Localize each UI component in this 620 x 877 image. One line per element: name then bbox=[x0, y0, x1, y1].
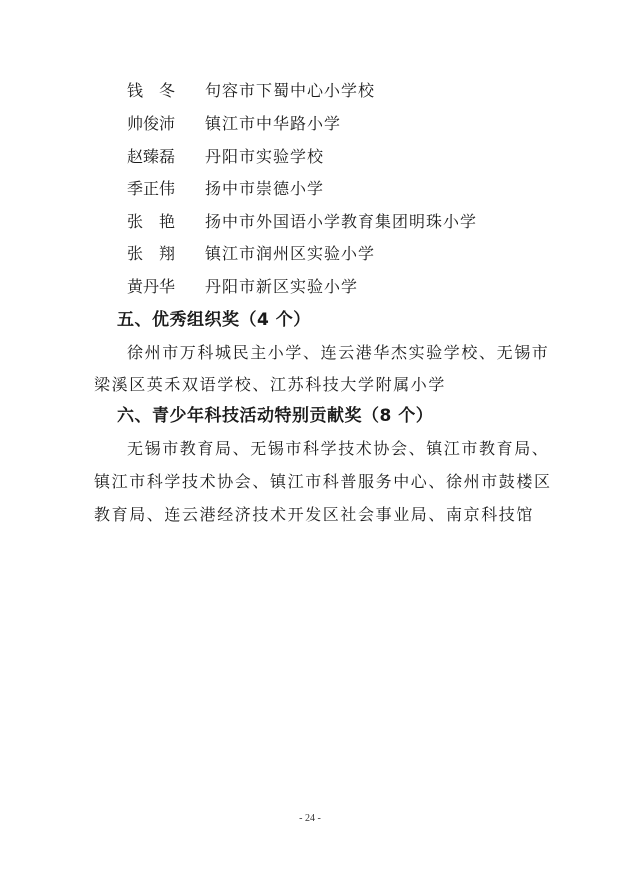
winner-school: 扬中市外国语小学教育集团明珠小学 bbox=[205, 212, 478, 231]
winner-name: 赵臻磊 bbox=[127, 147, 176, 166]
winner-row bbox=[127, 145, 324, 169]
page-number: - 24 - bbox=[299, 813, 321, 824]
winner-row bbox=[127, 275, 358, 299]
winner-name: 季正伟 bbox=[127, 179, 176, 198]
paragraph-line: 镇江市科学技术协会、镇江市科普服务中心、徐州市鼓楼区 bbox=[94, 472, 552, 491]
paragraph-line: 教育局、连云港经济技术开发区社会事业局、南京科技馆 bbox=[94, 505, 535, 524]
winner-name: 张 艳 bbox=[127, 212, 176, 231]
winner-name: 黄丹华 bbox=[127, 277, 176, 296]
winner-school: 扬中市崇德小学 bbox=[205, 179, 325, 198]
winner-school: 丹阳市新区实验小学 bbox=[205, 277, 359, 296]
winner-row bbox=[127, 210, 477, 234]
winner-row bbox=[127, 177, 324, 201]
paragraph-line: 徐州市万科城民主小学、连云港华杰实验学校、无锡市 bbox=[127, 343, 550, 362]
winner-row bbox=[127, 242, 375, 266]
section-heading: 六、青少年科技活动特别贡献奖（8 个） bbox=[117, 406, 434, 426]
winner-row bbox=[127, 79, 375, 103]
paragraph-line: 无锡市教育局、无锡市科学技术协会、镇江市教育局、 bbox=[127, 439, 550, 458]
winner-school: 镇江市润州区实验小学 bbox=[205, 244, 376, 263]
paragraph-line: 梁溪区英禾双语学校、江苏科技大学附属小学 bbox=[94, 375, 447, 394]
winner-name: 帅俊沛 bbox=[127, 114, 176, 133]
winner-name: 张 翔 bbox=[127, 244, 176, 263]
winner-name: 钱 冬 bbox=[127, 81, 176, 100]
winner-row bbox=[127, 112, 341, 136]
winner-school: 镇江市中华路小学 bbox=[205, 114, 342, 133]
section-heading: 五、优秀组织奖（4 个） bbox=[117, 310, 311, 330]
winner-school: 句容市下蜀中心小学校 bbox=[205, 81, 376, 100]
winner-school: 丹阳市实验学校 bbox=[205, 147, 325, 166]
